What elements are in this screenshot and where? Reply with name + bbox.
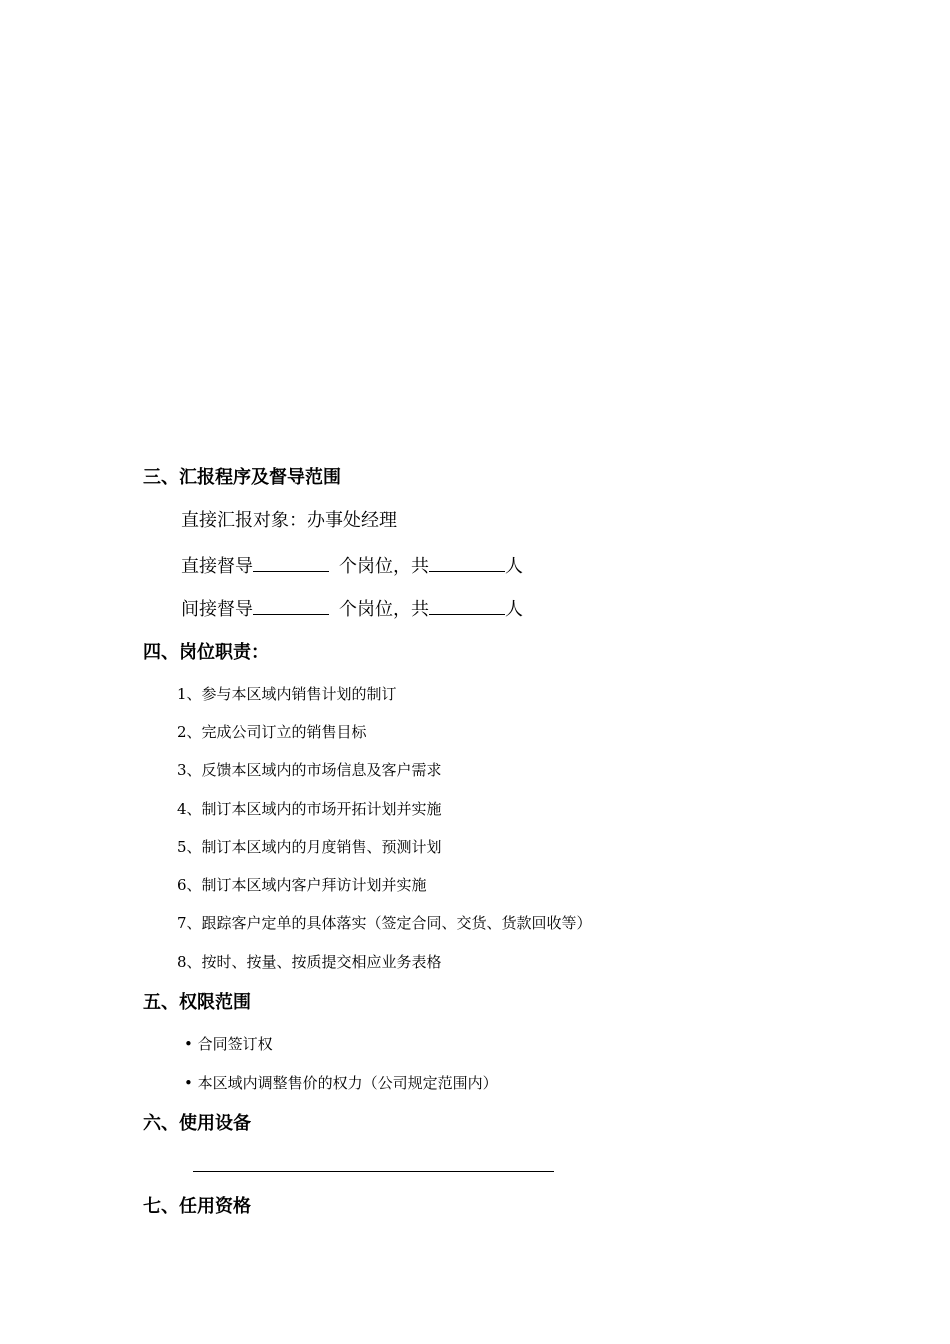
people-suffix: 人 <box>505 556 523 577</box>
section-5-heading: 五、权限范围 <box>143 992 251 1013</box>
section-6-heading: 六、使用设备 <box>143 1113 251 1134</box>
section-4-heading: 四、岗位职责： <box>143 642 269 663</box>
duty-item: 8、按时、按量、按质提交相应业务表格 <box>177 953 442 971</box>
direct-positions-blank <box>253 553 329 572</box>
indirect-supervision-line <box>181 596 523 622</box>
section-7-heading: 七、任用资格 <box>143 1196 251 1217</box>
authority-item: • 合同签订权 <box>184 1035 273 1053</box>
indirect-people-blank <box>429 596 505 615</box>
direct-supervision-line <box>181 553 523 579</box>
direct-supervision-label: 直接督导 <box>181 556 253 577</box>
positions-text: 个岗位，共 <box>339 556 429 577</box>
duty-item: 4、制订本区域内的市场开拓计划并实施 <box>177 800 442 818</box>
duty-item: 1、参与本区域内销售计划的制订 <box>177 685 397 703</box>
duty-item: 6、制订本区域内客户拜访计划并实施 <box>177 876 427 894</box>
duty-item: 2、完成公司订立的销售目标 <box>177 723 367 741</box>
section-3-heading: 三、汇报程序及督导范围 <box>143 467 341 488</box>
duty-item: 7、跟踪客户定单的具体落实（签定合同、交货、货款回收等） <box>177 914 592 932</box>
equipment-fill-line <box>193 1171 554 1172</box>
duty-item: 3、反馈本区域内的市场信息及客户需求 <box>177 761 442 779</box>
people-suffix: 人 <box>505 599 523 620</box>
report-target-line: 直接汇报对象：办事处经理 <box>181 510 397 531</box>
positions-text: 个岗位，共 <box>339 599 429 620</box>
authority-item: • 本区域内调整售价的权力（公司规定范围内） <box>184 1074 498 1092</box>
indirect-positions-blank <box>253 596 329 615</box>
duty-item: 5、制订本区域内的月度销售、预测计划 <box>177 838 442 856</box>
indirect-supervision-label: 间接督导 <box>181 599 253 620</box>
direct-people-blank <box>429 553 505 572</box>
